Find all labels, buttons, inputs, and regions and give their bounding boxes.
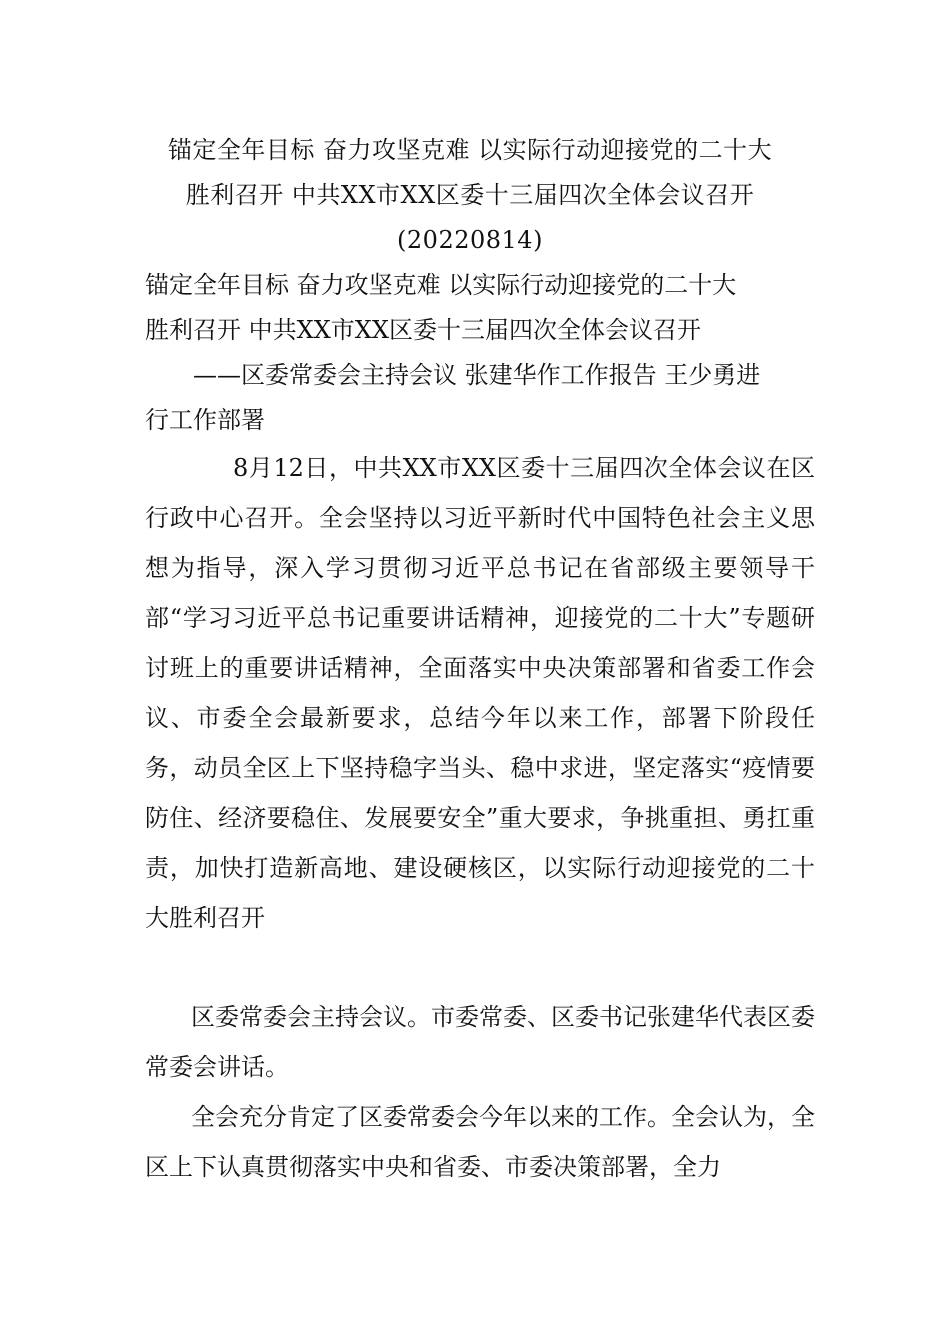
article-heading (145, 263, 815, 443)
heading-line-4: 行工作部署 (145, 406, 265, 434)
title-line-2: 胜利召开 中共XX市XX区委十三届四次全体会议召开 (185, 181, 755, 209)
paragraph-1: 8月12日，中共XX市XX区委十三届四次全体会议在区行政中心召开。全会坚持以习近平新时代中国特色社会主义思想为指导，深入学习贯彻习近平总书记在省部级主要领导干部“学习习近平总书记重要讲话精神，迎接党的二十大”专题研讨班上的重要讲话精神，全面落实中央决策部署和省委工作会议、市委全会最新要求，总结今年以来工作，部署下阶段任务，动员全区上下坚持稳字当头、稳中求进，坚定落实“疫情要防住、经济要稳住、发展要安全”重大要求，争挑重担、勇扛重责，加快打造新高地、建设硬核区，以实际行动迎接党的二十大胜利召开 (145, 454, 815, 932)
title-line-1: 锚定全年目标 奋力攻坚克难 以实际行动迎接党的二十大 (167, 136, 773, 164)
paragraph-spacer (145, 943, 815, 992)
paragraph-2: 区委常委会主持会议。市委常委、区委书记张建华代表区委常委会讲话。 (145, 1003, 815, 1081)
document-title (140, 128, 800, 263)
paragraph-3: 全会充分肯定了区委常委会今年以来的工作。全会认为，全区上下认真贯彻落实中央和省委、市委决策部署，全力 (145, 1103, 815, 1181)
document-page (145, 128, 815, 1192)
title-date: (20220814) (397, 226, 543, 254)
heading-line-2: 胜利召开 中共XX市XX区委十三届四次全体会议召开 (145, 316, 701, 344)
heading-line-3: ——区委常委会主持会议 张建华作工作报告 王少勇进 (193, 361, 761, 389)
heading-line-1: 锚定全年目标 奋力攻坚克难 以实际行动迎接党的二十大 (145, 271, 737, 299)
